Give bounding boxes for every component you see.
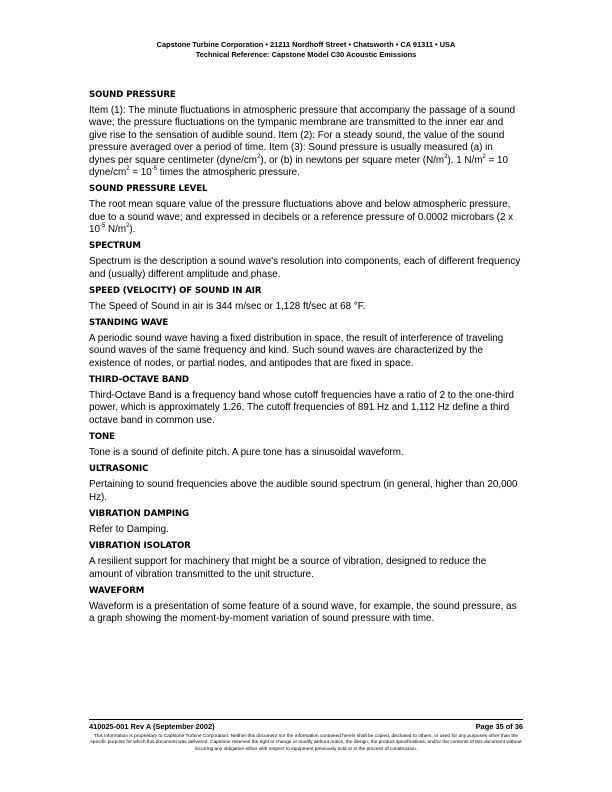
glossary-definition: A resilient support for machinery that might be a source of vibration, designed to reduce the amount of vibration transmitted to the unit structure.	[89, 556, 487, 580]
footer-page-number: Page 35 of 36	[475, 722, 523, 731]
glossary-definition: Refer to Damping.	[89, 523, 169, 535]
glossary-term: SPEED (VELOCITY) OF SOUND IN AIR	[89, 285, 262, 296]
glossary-definition: The root mean square value of the pressure fluctuations above and below atmospheric pressure, due to a sound wave; and expressed in decibels or a reference pressure of 0.0002 microbars (2 x $10^{-5}$ $N/m^2$).	[89, 199, 514, 236]
glossary-definition: Pertaining to sound frequencies above the audible sound spectrum (in general, higher than 20,000 Hz).	[89, 479, 518, 503]
header-document-title: Technical Reference: Capstone Model C30 Acoustic Emissions	[195, 49, 417, 59]
glossary-definition: The Speed of Sound in air is 344 m/sec or 1,128 ft/sec at 68 °F.	[89, 300, 366, 312]
glossary-term: THIRD-OCTAVE BAND	[89, 375, 189, 386]
glossary-term: TONE	[89, 432, 115, 443]
header-company-line: Capstone Turbine Corporation • 21211 Nordhoff Street • Chatsworth • CA 91311 • USA	[156, 40, 456, 49]
glossary-term: VIBRATION DAMPING	[89, 508, 189, 519]
glossary-definition: Waveform is a presentation of some feature of a sound wave, for example, the sound pressure, as a graph showing the moment-by-moment variation of sound pressure with time.	[89, 600, 517, 625]
glossary-definition: Tone is a sound of definite pitch. A pure tone has a sinusoidal waveform.	[89, 447, 404, 459]
glossary-term: SOUND PRESSURE	[89, 90, 176, 100]
glossary-term: STANDING WAVE	[89, 318, 169, 329]
glossary-term: VIBRATION ISOLATOR	[89, 541, 191, 552]
footer-document-id: 410025-001 Rev A (September 2002)	[89, 722, 215, 731]
glossary-definition: A periodic sound wave having a fixed distribution in space, the result of interference of traveling sound waves of the same frequency and kind. Such sound waves are characterized by the existence of nodes, or partial nodes, and antipodes that are fixed in space.	[89, 333, 504, 369]
glossary-term: SOUND PRESSURE LEVEL	[89, 184, 208, 195]
glossary-definition: Third-Octave Band is a frequency band whose cutoff frequencies have a ratio of 2 to the one-third power, which is approximately 1.26. The cutoff frequencies of 891 Hz and 1,112 Hz define a third octave band in common use.	[89, 390, 514, 426]
footer-proprietary-notice: This information is proprietary to Capstone Turbine Corporation. Neither this document nor the information contained herein shall be copied, disclosed to others, or used for any purposes other than the specific purpose for which this document was delivered. Capstone reserves the right to change or modify without notice, the design, the product specifications, and/or the contents of this document without incurring any obligation either with respect to equipment previously sold or in the process of construction.	[90, 734, 522, 752]
footer-divider	[89, 719, 523, 720]
glossary-term: SPECTRUM	[89, 241, 141, 252]
glossary-definition: Spectrum is the description a sound wave's resolution into components, each of different frequency and (usually) different amplitude and phase.	[89, 256, 521, 280]
glossary-definition: Item (1): The minute fluctuations in atmospheric pressure that accompany the passage of a sound wave; the pressure fluctuations on the tympanic membrane are transmitted to the inner ear and give rise to the sensation of audible sound. Item (2): For a steady sound, the value of the sound pressure averaged over a period of time. Item (3): Sound pressure is usually measured (a) in dynes per square centimeter $(dyne/cm^2)$, or (b) in newtons per square meter $(N/m^2)$. 1 $N/m^2 = 10$ dyne/$cm^2 = 10^{-5}$ times the atmospheric pressure.	[89, 105, 516, 179]
page-header	[0, 40, 612, 59]
glossary-term: ULTRASONIC	[89, 464, 149, 475]
glossary-term: WAVEFORM	[89, 585, 145, 596]
glossary-content	[89, 90, 521, 630]
